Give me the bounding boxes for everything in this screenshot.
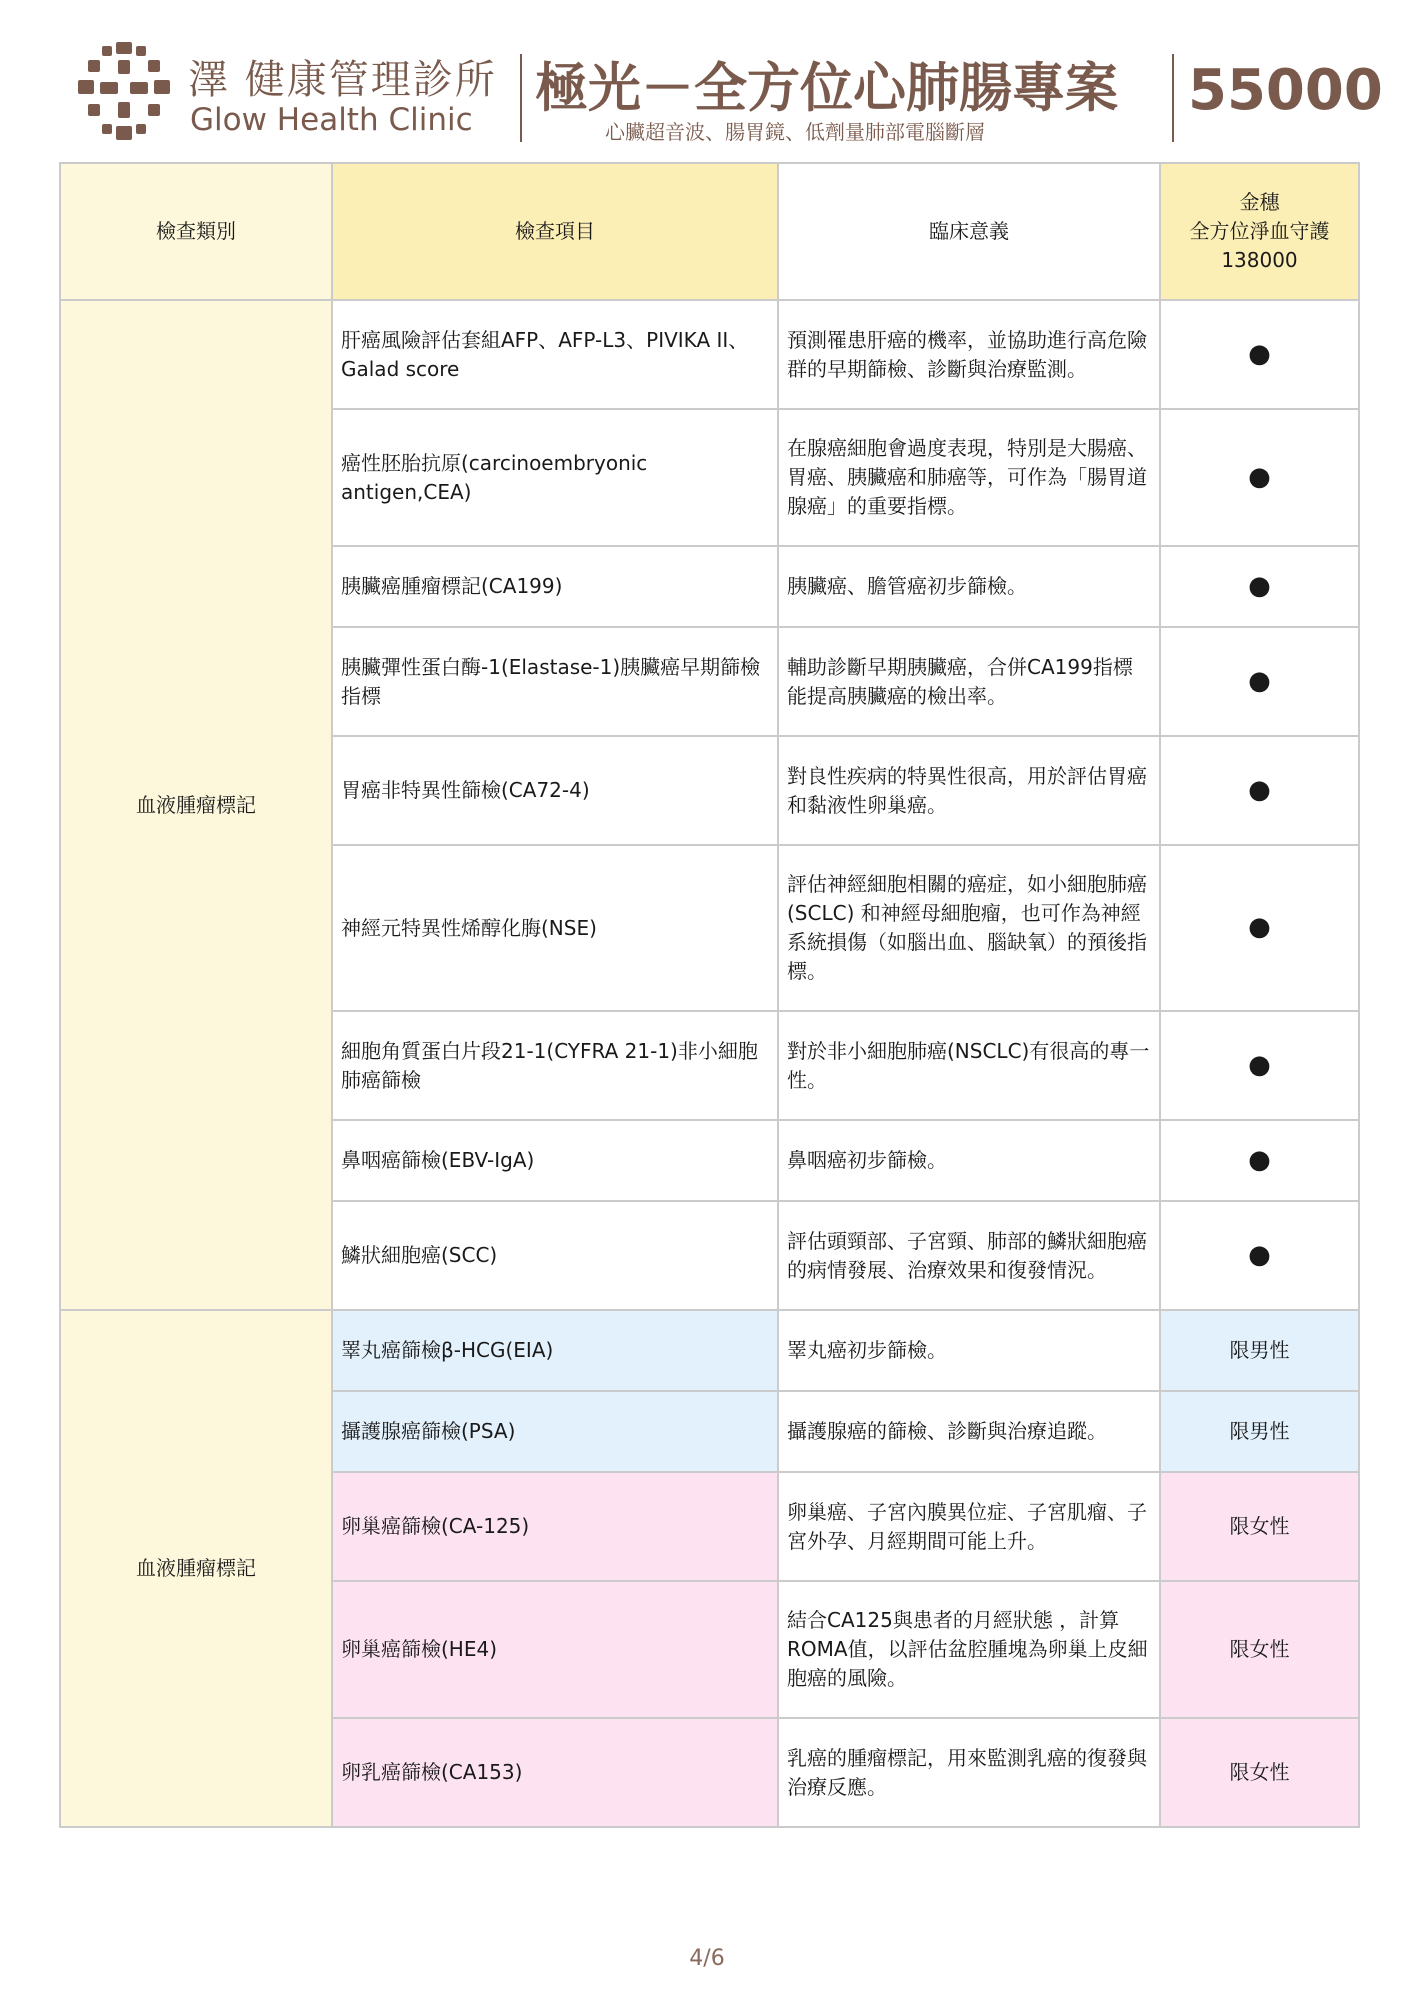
header-meaning: 臨床意義 (778, 163, 1160, 300)
program-subtitle: 心臟超音波、腸胃鏡、低劑量肺部電腦斷層 (605, 120, 985, 144)
gender-limit-label: 限男性 (1160, 1391, 1359, 1472)
item-cell: 鼻咽癌篩檢(EBV-IgA) (332, 1120, 778, 1201)
included-mark: ● (1160, 1011, 1359, 1120)
header-category: 檢查類別 (60, 163, 332, 300)
item-cell: 攝護腺癌篩檢(PSA) (332, 1391, 778, 1472)
item-cell: 卵巢癌篩檢(CA-125) (332, 1472, 778, 1581)
package-subtitle: 全方位淨血守護 (1189, 219, 1330, 243)
item-cell: 細胞角質蛋白片段21-1(CYFRA 21-1)非小細胞肺癌篩檢 (332, 1011, 778, 1120)
page-header (0, 0, 1414, 160)
included-mark: ● (1160, 736, 1359, 845)
gender-limit-label: 限男性 (1160, 1310, 1359, 1391)
included-mark: ● (1160, 845, 1359, 1011)
exam-table (59, 162, 1360, 1828)
page-number: 4/6 (689, 1946, 725, 1971)
meaning-cell: 乳癌的腫瘤標記，用來監測乳癌的復發與治療反應。 (778, 1718, 1160, 1827)
item-cell: 肝癌風險評估套組AFP、AFP-L3、PIVIKA II、Galad score (332, 300, 778, 409)
meaning-cell: 在腺癌細胞會過度表現，特別是大腸癌、胃癌、胰臟癌和肺癌等，可作為「腸胃道腺癌」的重要指標。 (778, 409, 1160, 546)
meaning-cell: 評估神經細胞相關的癌症，如小細胞肺癌(SCLC) 和神經母細胞瘤，也可作為神經系統損傷（如腦出血、腦缺氧）的預後指標。 (778, 845, 1160, 1011)
gender-limit-label: 限女性 (1160, 1472, 1359, 1581)
meaning-cell: 結合CA125與患者的月經狀態 ，計算ROMA值，以評估盆腔腫塊為卵巢上皮細胞癌的風險。 (778, 1581, 1160, 1718)
item-cell: 鱗狀細胞癌(SCC) (332, 1201, 778, 1310)
table-header-row (60, 163, 1359, 300)
included-mark: ● (1160, 546, 1359, 627)
meaning-cell: 睪丸癌初步篩檢。 (778, 1310, 1160, 1391)
program-title: 極光－全方位心肺腸專案 (535, 58, 1118, 119)
meaning-cell: 評估頭頸部、子宮頸、肺部的鱗狀細胞癌的病情發展、治療效果和復發情況。 (778, 1201, 1160, 1310)
item-cell: 癌性胚胎抗原(carcinoembryonic antigen,CEA) (332, 409, 778, 546)
meaning-cell: 對於非小細胞肺癌(NSCLC)有很高的專一性。 (778, 1011, 1160, 1120)
program-price: 55000 (1188, 58, 1383, 123)
item-cell: 睪丸癌篩檢β-HCG(EIA) (332, 1310, 778, 1391)
header-item: 檢查項目 (332, 163, 778, 300)
item-cell: 神經元特異性烯醇化脢(NSE) (332, 845, 778, 1011)
package-name: 金穗 (1239, 190, 1280, 214)
table-row (60, 1310, 1359, 1391)
clinic-name-en: Glow Health Clinic (190, 102, 473, 138)
header-divider-1 (520, 54, 522, 142)
meaning-cell: 胰臟癌、膽管癌初步篩檢。 (778, 546, 1160, 627)
meaning-cell: 對良性疾病的特異性很高，用於評估胃癌和黏液性卵巢癌。 (778, 736, 1160, 845)
meaning-cell: 輔助診斷早期胰臟癌，合併CA199指標能提高胰臟癌的檢出率。 (778, 627, 1160, 736)
included-mark: ● (1160, 627, 1359, 736)
meaning-cell: 預測罹患肝癌的機率，並協助進行高危險群的早期篩檢、診斷與治療監測。 (778, 300, 1160, 409)
included-mark: ● (1160, 1201, 1359, 1310)
meaning-cell: 攝護腺癌的篩檢、診斷與治療追蹤。 (778, 1391, 1160, 1472)
category-cell: 血液腫瘤標記 (60, 300, 332, 1310)
meaning-cell: 卵巢癌、子宮內膜異位症、子宮肌瘤、子宮外孕、月經期間可能上升。 (778, 1472, 1160, 1581)
package-price: 138000 (1221, 248, 1298, 272)
item-cell: 胰臟彈性蛋白酶-1(Elastase-1)胰臟癌早期篩檢指標 (332, 627, 778, 736)
included-mark: ● (1160, 409, 1359, 546)
category-cell: 血液腫瘤標記 (60, 1310, 332, 1827)
clinic-name-zh: 澤 健康管理診所 (188, 57, 497, 103)
meaning-cell: 鼻咽癌初步篩檢。 (778, 1120, 1160, 1201)
table-row (60, 300, 1359, 409)
included-mark: ● (1160, 1120, 1359, 1201)
header-package (1160, 163, 1359, 300)
gender-limit-label: 限女性 (1160, 1581, 1359, 1718)
item-cell: 卵巢癌篩檢(HE4) (332, 1581, 778, 1718)
item-cell: 卵乳癌篩檢(CA153) (332, 1718, 778, 1827)
gender-limit-label: 限女性 (1160, 1718, 1359, 1827)
item-cell: 胃癌非特異性篩檢(CA72-4) (332, 736, 778, 845)
included-mark: ● (1160, 300, 1359, 409)
cross-dots-logo-icon (78, 40, 170, 142)
header-divider-2 (1172, 54, 1174, 142)
item-cell: 胰臟癌腫瘤標記(CA199) (332, 546, 778, 627)
